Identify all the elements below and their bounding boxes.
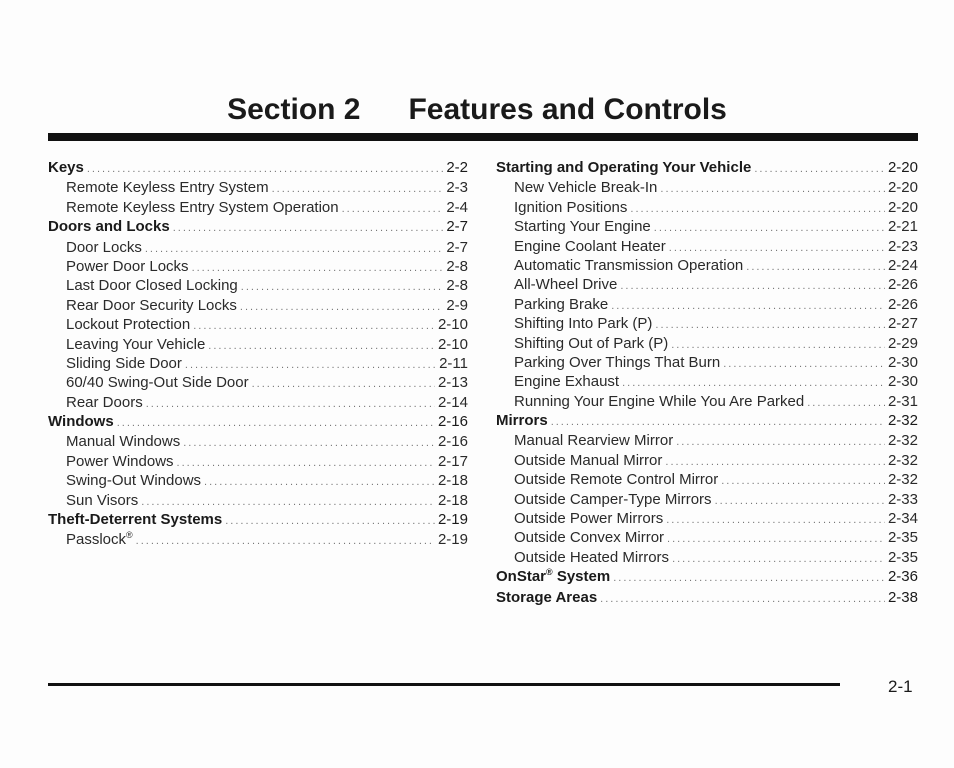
- toc-page-number: 2-35: [887, 529, 918, 547]
- toc-entry[interactable]: [48, 471, 468, 490]
- toc-entry-label: Outside Manual Mirror: [514, 451, 663, 469]
- dot-leader: [204, 473, 435, 492]
- toc-page-number: 2-23: [887, 237, 918, 255]
- toc-page-number: 2-31: [887, 392, 918, 410]
- toc-entry-label: Sliding Side Door: [66, 354, 182, 372]
- dot-leader: [613, 568, 885, 588]
- toc-page-number: 2-18: [437, 472, 468, 490]
- toc-page-number: 2-19: [437, 531, 468, 549]
- toc-entry-label: Shifting Into Park (P): [514, 315, 653, 333]
- toc-entry[interactable]: [48, 335, 468, 354]
- toc-entry-label: OnStar® System: [496, 567, 611, 586]
- toc-entry[interactable]: [496, 353, 918, 372]
- toc-entry-label: Outside Convex Mirror: [514, 529, 665, 547]
- toc-entry[interactable]: [496, 392, 918, 411]
- toc-entry-label: Automatic Transmission Operation: [514, 256, 744, 274]
- toc-entry-label: Starting and Operating Your Vehicle: [496, 159, 752, 176]
- toc-page-number: 2-2: [446, 159, 468, 176]
- toc-entry-label: Remote Keyless Entry System: [66, 179, 269, 197]
- top-rule: [48, 133, 918, 141]
- toc-entry-label: Engine Exhaust: [514, 373, 620, 391]
- toc-entry-label: Passlock®: [66, 530, 133, 549]
- toc-page-number: 2-8: [446, 257, 468, 275]
- dot-leader: [117, 413, 435, 433]
- toc-entry[interactable]: [48, 452, 468, 471]
- toc-page-number: 2-21: [887, 218, 918, 236]
- toc-entry[interactable]: [496, 256, 918, 275]
- toc-entry-label: Manual Rearview Mirror: [514, 432, 674, 450]
- toc-entry-label: Power Windows: [66, 452, 174, 470]
- dot-leader: [676, 433, 885, 452]
- toc-entry-label: Keys: [48, 159, 84, 176]
- toc-entry[interactable]: [48, 432, 468, 451]
- toc-page-number: 2-20: [887, 179, 918, 197]
- toc-page-number: 2-7: [446, 238, 468, 256]
- toc-entry-label: Storage Areas: [496, 588, 598, 606]
- toc-entry-label: Starting Your Engine: [514, 218, 651, 236]
- toc-page-number: 2-36: [887, 568, 918, 586]
- dot-leader: [600, 589, 885, 609]
- dot-leader: [630, 200, 885, 219]
- toc-entry-label: Doors and Locks: [48, 218, 170, 236]
- dot-leader: [145, 240, 443, 259]
- toc-entry-label: 60/40 Swing-Out Side Door: [66, 374, 249, 392]
- toc-page-number: 2-20: [887, 198, 918, 216]
- toc-entry-label: Theft-Deterrent Systems: [48, 511, 223, 529]
- toc-entry[interactable]: [496, 334, 918, 353]
- toc-entry-label: Windows: [48, 413, 114, 431]
- toc-entry[interactable]: [496, 314, 918, 333]
- dot-leader: [654, 219, 885, 238]
- toc-entry[interactable]: [496, 470, 918, 489]
- section-label: Section 2: [227, 93, 361, 126]
- toc-page-number: 2-32: [887, 412, 918, 430]
- toc-entry[interactable]: [496, 431, 918, 450]
- toc-entry-label: Outside Remote Control Mirror: [514, 471, 719, 489]
- toc-page-number: 2-24: [887, 256, 918, 274]
- toc-heading[interactable]: [496, 411, 918, 431]
- toc-page-number: 2-32: [887, 451, 918, 469]
- section-name: Features and Controls: [408, 93, 727, 126]
- toc-entry[interactable]: [496, 217, 918, 236]
- toc-entry[interactable]: [496, 490, 918, 509]
- toc-entry[interactable]: [496, 275, 918, 294]
- toc-entry-label: Leaving Your Vehicle: [66, 335, 206, 353]
- dot-leader: [87, 159, 443, 179]
- toc-entry-label: Rear Door Security Locks: [66, 296, 237, 314]
- toc-page-number: 2-18: [437, 491, 468, 509]
- dot-leader: [746, 258, 885, 277]
- toc-entry[interactable]: [496, 548, 918, 567]
- toc-entry-label: Door Locks: [66, 238, 142, 256]
- dot-leader: [342, 200, 444, 219]
- toc-entry-label: Manual Windows: [66, 433, 181, 451]
- dot-leader: [177, 454, 435, 473]
- toc-entry-label: Power Door Locks: [66, 257, 189, 275]
- toc-entry[interactable]: [48, 354, 468, 373]
- toc-entry[interactable]: [48, 178, 468, 197]
- toc-entry-label: Last Door Closed Locking: [66, 277, 238, 295]
- toc-entry[interactable]: [48, 315, 468, 334]
- dot-leader: [183, 434, 435, 453]
- section-title: [0, 93, 954, 127]
- toc-left-column: [48, 158, 468, 550]
- toc-page-number: 2-34: [887, 510, 918, 528]
- toc-entry-label: New Vehicle Break-In: [514, 179, 658, 197]
- toc-entry-label: Parking Brake: [514, 295, 609, 313]
- toc-entry[interactable]: [496, 451, 918, 470]
- toc-entry[interactable]: [48, 491, 468, 510]
- page-number: 2-1: [888, 677, 913, 696]
- dot-leader: [667, 530, 885, 549]
- dot-leader: [551, 412, 885, 432]
- toc-entry[interactable]: [48, 393, 468, 412]
- registered-mark: ®: [126, 530, 133, 541]
- toc-entry[interactable]: [496, 509, 918, 528]
- toc-entry-label: Outside Power Mirrors: [514, 510, 664, 528]
- toc-entry-label: Sun Visors: [66, 491, 139, 509]
- toc-entry[interactable]: [48, 198, 468, 217]
- dot-leader: [240, 298, 443, 317]
- toc-entry-label: Parking Over Things That Burn: [514, 353, 721, 371]
- toc-page-number: 2-16: [437, 413, 468, 431]
- toc-entry[interactable]: [496, 198, 918, 217]
- dot-leader: [715, 492, 885, 511]
- dot-leader: [723, 355, 885, 374]
- dot-leader: [193, 317, 435, 336]
- toc-page-number: 2-26: [887, 295, 918, 313]
- toc-heading[interactable]: [48, 217, 468, 237]
- dot-leader: [136, 532, 435, 551]
- toc-page-number: 2-26: [887, 276, 918, 294]
- toc-page-number: 2-20: [887, 159, 918, 176]
- toc-entry[interactable]: [48, 373, 468, 392]
- toc-page-number: 2-29: [887, 334, 918, 352]
- toc-entry[interactable]: [496, 528, 918, 547]
- toc-page-number: 2-13: [437, 374, 468, 392]
- toc-page-number: 2-27: [887, 315, 918, 333]
- dot-leader: [241, 278, 444, 297]
- toc-entry-label: Rear Doors: [66, 393, 143, 411]
- toc-entry[interactable]: [48, 530, 468, 549]
- dot-leader: [754, 159, 885, 179]
- toc-entry-label: Outside Camper-Type Mirrors: [514, 490, 712, 508]
- toc-entry[interactable]: [496, 372, 918, 391]
- toc-heading[interactable]: [496, 567, 918, 587]
- toc-entry-label: All-Wheel Drive: [514, 276, 618, 294]
- toc-page-number: 2-30: [887, 373, 918, 391]
- toc-page-number: 2-32: [887, 432, 918, 450]
- dot-leader: [225, 511, 435, 531]
- dot-leader: [173, 218, 444, 238]
- toc-entry[interactable]: [496, 237, 918, 256]
- toc-entry-label: Lockout Protection: [66, 316, 191, 334]
- toc-heading[interactable]: [48, 412, 468, 432]
- toc-page-number: 2-30: [887, 353, 918, 371]
- dot-leader: [208, 337, 435, 356]
- toc-page-number: 2-8: [446, 277, 468, 295]
- toc-heading[interactable]: [496, 588, 918, 608]
- dot-leader: [660, 180, 885, 199]
- toc-page-number: 2-7: [446, 218, 468, 236]
- toc-entry-label: Outside Heated Mirrors: [514, 548, 670, 566]
- toc-entry-label: Swing-Out Windows: [66, 472, 202, 490]
- toc-page-number: 2-17: [437, 452, 468, 470]
- toc-entry-label: Shifting Out of Park (P): [514, 334, 669, 352]
- dot-leader: [672, 550, 885, 569]
- toc-page-number: 2-4: [446, 198, 468, 216]
- toc-page-number: 2-14: [437, 393, 468, 411]
- toc-entry[interactable]: [496, 295, 918, 314]
- dot-leader: [620, 277, 885, 296]
- toc-heading[interactable]: [496, 158, 918, 178]
- toc-page-number: 2-9: [446, 296, 468, 314]
- toc-entry[interactable]: [48, 296, 468, 315]
- dot-leader: [655, 316, 885, 335]
- toc-page-number: 2-10: [437, 335, 468, 353]
- toc-entry-label: Engine Coolant Heater: [514, 237, 666, 255]
- dot-leader: [146, 395, 435, 414]
- toc-page-number: 2-32: [887, 471, 918, 489]
- toc-entry-label: Running Your Engine While You Are Parked: [514, 392, 805, 410]
- toc-right-column: [496, 158, 918, 608]
- dot-leader: [721, 472, 885, 491]
- toc-entry-label: Mirrors: [496, 412, 548, 430]
- toc-heading[interactable]: [48, 510, 468, 530]
- toc-heading[interactable]: [48, 158, 468, 178]
- toc-page-number: 2-33: [887, 490, 918, 508]
- toc-page-number: 2-38: [887, 588, 918, 606]
- dot-leader: [252, 375, 435, 394]
- toc-page-number: 2-3: [446, 179, 468, 197]
- toc-page-number: 2-16: [437, 433, 468, 451]
- toc-entry-label: Remote Keyless Entry System Operation: [66, 198, 339, 216]
- toc-page-number: 2-11: [439, 354, 468, 372]
- toc-page-number: 2-35: [887, 548, 918, 566]
- dot-leader: [666, 511, 885, 530]
- bottom-rule: [48, 683, 840, 686]
- toc-entry[interactable]: [496, 178, 918, 197]
- toc-page-number: 2-19: [437, 511, 468, 529]
- toc-page-number: 2-10: [437, 316, 468, 334]
- toc-entry-label: Ignition Positions: [514, 198, 628, 216]
- dot-leader: [807, 394, 885, 413]
- toc-entry[interactable]: [48, 257, 468, 276]
- registered-mark: ®: [546, 567, 553, 578]
- toc-entry[interactable]: [48, 238, 468, 257]
- toc-entry[interactable]: [48, 276, 468, 295]
